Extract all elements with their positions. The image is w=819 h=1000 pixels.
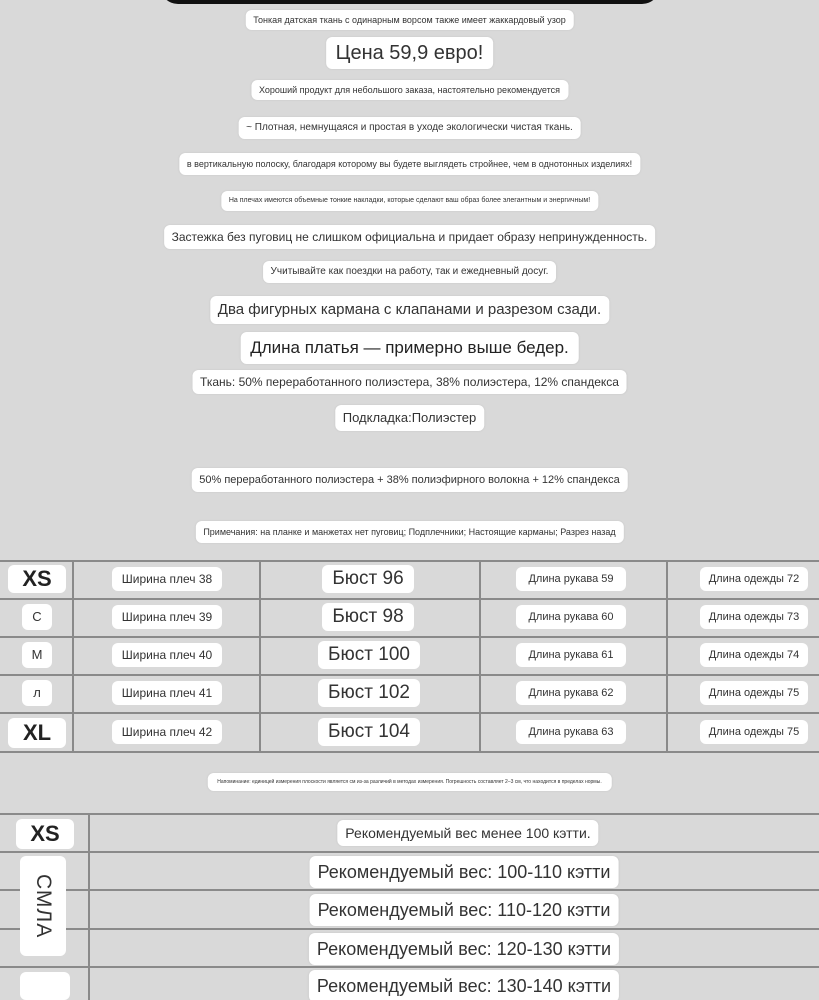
weight-row: Рекомендуемый вес: 120-130 кэтти bbox=[309, 933, 619, 965]
bust-cell: Бюст 100 bbox=[318, 641, 420, 669]
description-line: Длина платья — примерно выше бедер. bbox=[240, 332, 579, 364]
bust-cell: Бюст 96 bbox=[322, 565, 414, 593]
size-label-xl: XL bbox=[8, 718, 66, 748]
weight-label-vertical: СМЛА bbox=[20, 856, 66, 956]
bust-cell: Бюст 98 bbox=[322, 603, 414, 631]
weight-row: Рекомендуемый вес менее 100 кэтти. bbox=[337, 820, 598, 846]
weight-row: Рекомендуемый вес: 130-140 кэтти bbox=[309, 970, 619, 1000]
sleeve-length-cell: Длина рукава 62 bbox=[516, 681, 626, 705]
garment-length-cell: Длина одежды 73 bbox=[700, 605, 808, 629]
description-line: Учитывайте как поездки на работу, так и ежедневный досуг. bbox=[263, 261, 557, 283]
shoulder-width-cell: Ширина плеч 42 bbox=[112, 720, 222, 744]
shoulder-width-cell: Ширина плеч 39 bbox=[112, 605, 222, 629]
description-line: Два фигурных кармана с клапанами и разрезом сзади. bbox=[210, 296, 609, 324]
sleeve-length-cell: Длина рукава 61 bbox=[516, 643, 626, 667]
bust-cell: Бюст 104 bbox=[318, 718, 420, 746]
shoulder-width-cell: Ширина плеч 41 bbox=[112, 681, 222, 705]
price-line: Цена 59,9 евро! bbox=[326, 37, 494, 69]
description-line: Застежка без пуговиц не слишком официальна и придает образу непринужденность. bbox=[164, 225, 656, 249]
shoulder-width-cell: Ширина плеч 40 bbox=[112, 643, 222, 667]
description-line: Хороший продукт для небольшого заказа, настоятельно рекомендуется bbox=[251, 80, 568, 100]
sleeve-length-cell: Длина рукава 59 bbox=[516, 567, 626, 591]
description-line: в вертикальную полоску, благодаря которому вы будете выглядеть стройнее, чем в однотонных изделиях! bbox=[179, 153, 640, 175]
sleeve-length-cell: Длина рукава 60 bbox=[516, 605, 626, 629]
garment-length-cell: Длина одежды 72 bbox=[700, 567, 808, 591]
measurement-note: Напоминание: единицей измерения плоскости является см из-за различий в методах измерения. Погрешность составляет 2–3 см, что находится в пределах нормы. bbox=[207, 773, 611, 791]
fabric-line: Ткань: 50% переработанного полиэстера, 38% полиэстера, 12% спандекса bbox=[192, 370, 627, 394]
bust-cell: Бюст 102 bbox=[318, 679, 420, 707]
description-line: ~ Плотная, немнущаяся и простая в уходе экологически чистая ткань. bbox=[238, 117, 581, 139]
lining-line: Подкладка:Полиэстер bbox=[335, 405, 484, 431]
weight-label-blank bbox=[20, 972, 70, 1000]
garment-length-cell: Длина одежды 74 bbox=[700, 643, 808, 667]
description-line: Тонкая датская ткань с одинарным ворсом также имеет жаккардовый узор bbox=[245, 10, 574, 30]
garment-length-cell: Длина одежды 75 bbox=[700, 720, 808, 744]
notes-line: Примечания: на планке и манжетах нет пуговиц; Подплечники; Настоящие карманы; Разрез назад bbox=[195, 521, 623, 543]
size-label-m: М bbox=[22, 642, 52, 668]
sleeve-length-cell: Длина рукава 63 bbox=[516, 720, 626, 744]
composition-line: 50% переработанного полиэстера + 38% полиэфирного волокна + 12% спандекса bbox=[191, 468, 628, 492]
size-label-s: С bbox=[22, 604, 52, 630]
garment-length-cell: Длина одежды 75 bbox=[700, 681, 808, 705]
weight-row: Рекомендуемый вес: 110-120 кэтти bbox=[310, 894, 619, 926]
description-line: На плечах имеются объемные тонкие накладки, которые сделают ваш образ более элегантным и энергичным! bbox=[221, 191, 598, 211]
weight-label-xs: XS bbox=[16, 819, 74, 849]
size-label-l: л bbox=[22, 680, 52, 706]
weight-row: Рекомендуемый вес: 100-110 кэтти bbox=[310, 856, 619, 888]
size-label-xs: XS bbox=[8, 565, 66, 593]
shoulder-width-cell: Ширина плеч 38 bbox=[112, 567, 222, 591]
top-dark-bar bbox=[160, 0, 660, 4]
